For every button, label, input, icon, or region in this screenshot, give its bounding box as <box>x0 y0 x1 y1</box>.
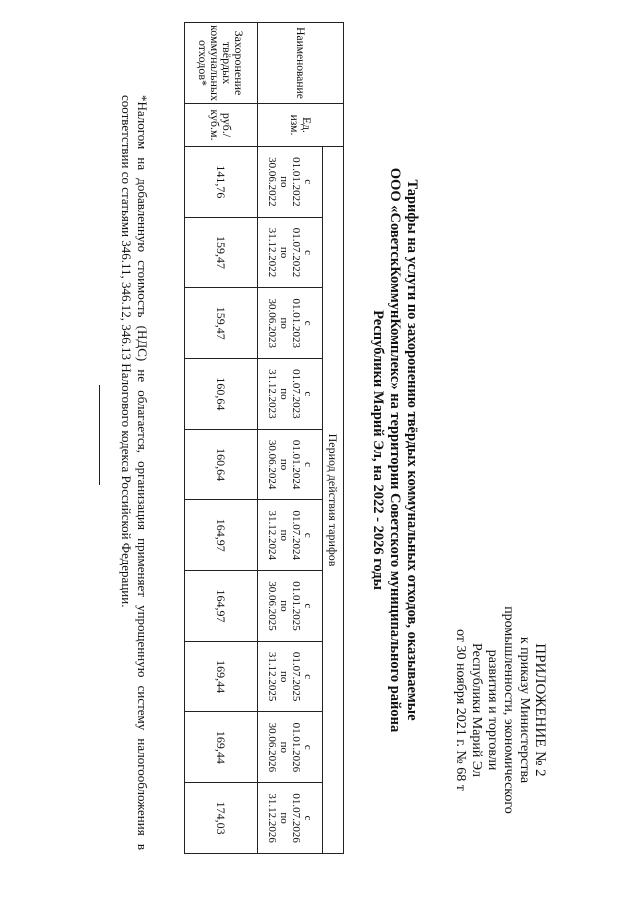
title-line: Тарифы на услуги по захоронению твёрдых коммунальных отходов, оказываемые <box>404 179 420 721</box>
appendix-line: от 30 ноября 2021 г. № 68 т <box>453 629 468 791</box>
footnote: *Налогом на добавленную стоимость (НДС) не облагается, организация применяет упрощенную систему налогообложения в соответствии со статьями 346.11, 346.12, 346.13 Налогового кодекса Российской Федерации. <box>119 95 150 850</box>
period-column-header <box>258 712 323 783</box>
period-from: 01.07.2023 <box>290 369 302 419</box>
period-header: Период действия тарифов <box>323 146 344 853</box>
period-from: 01.01.2022 <box>290 157 302 207</box>
period-to-label: по <box>278 741 290 754</box>
period-column-header <box>258 783 323 854</box>
period-from: 01.07.2022 <box>290 227 302 278</box>
appendix-line: к приказу Министерства <box>517 636 532 784</box>
period-to-label: по <box>278 246 290 259</box>
period-to: 31.12.2024 <box>266 510 278 561</box>
appendix-block <box>452 545 548 875</box>
period-from-label: с <box>302 744 314 750</box>
period-to-label: по <box>278 600 290 612</box>
period-from: 01.07.2025 <box>290 651 302 702</box>
period-to-label: по <box>278 176 290 188</box>
period-to: 30.06.2024 <box>266 439 278 490</box>
tariff-value-cell: 164,97 <box>185 500 258 571</box>
period-from-label: с <box>302 250 314 255</box>
period-to-label: по <box>278 317 290 329</box>
appendix-line: развития и торговли <box>485 649 500 771</box>
period-from: 01.01.2024 <box>290 439 302 490</box>
period-to-label: по <box>278 670 290 683</box>
divider-line <box>99 385 100 485</box>
unit-column-header: Ед. изм. <box>258 103 344 146</box>
title-line: ООО «СоветскКоммунКомплекс» на территории Советского муниципального района <box>387 167 403 733</box>
tariff-table-body <box>185 23 258 854</box>
period-from-label: с <box>302 674 314 680</box>
period-to: 30.06.2022 <box>266 157 278 207</box>
period-to: 30.06.2023 <box>266 298 278 348</box>
appendix-line: промышленности, экономического <box>501 606 516 814</box>
period-column-header <box>258 500 323 571</box>
period-from-label: с <box>302 815 314 821</box>
period-column-header <box>258 571 323 642</box>
period-column-header <box>258 288 323 359</box>
period-to-label: по <box>278 812 290 824</box>
period-column-header <box>258 641 323 712</box>
table-row <box>185 23 258 854</box>
period-from-label: с <box>302 603 314 609</box>
period-to: 31.12.2023 <box>266 369 278 419</box>
period-from: 01.07.2024 <box>290 510 302 561</box>
appendix-title: ПРИЛОЖЕНИЕ № 2 <box>532 643 548 777</box>
period-header-row <box>258 23 323 854</box>
period-to: 31.12.2025 <box>266 651 278 702</box>
document-title <box>369 60 420 840</box>
period-to-label: по <box>278 388 290 400</box>
tariff-value-cell: 174,03 <box>185 783 258 854</box>
tariff-value-cell: 141,76 <box>185 146 258 217</box>
period-to: 31.12.2026 <box>266 793 278 843</box>
period-from-label: с <box>302 320 314 326</box>
tariff-value-cell: 159,47 <box>185 288 258 359</box>
period-column-header <box>258 359 323 430</box>
period-to: 30.06.2025 <box>266 581 278 631</box>
appendix-line: Республики Марий Эл <box>469 643 484 777</box>
period-from-label: с <box>302 532 314 538</box>
period-to-label: по <box>278 458 290 471</box>
tariff-value-cell: 164,97 <box>185 571 258 642</box>
unit-cell: руб./ куб.м. <box>185 103 258 146</box>
tariff-value-cell: 160,64 <box>185 359 258 430</box>
period-column-header <box>258 217 323 288</box>
period-from: 01.07.2026 <box>290 793 302 843</box>
period-from: 01.01.2026 <box>290 722 302 773</box>
period-to: 30.06.2026 <box>266 722 278 773</box>
period-from-label: с <box>302 391 314 397</box>
tariff-table <box>184 22 344 854</box>
tariff-value-cell: 159,47 <box>185 217 258 288</box>
period-column-header <box>258 146 323 217</box>
period-from: 01.01.2023 <box>290 298 302 348</box>
tariff-value-cell: 160,64 <box>185 429 258 500</box>
period-from-label: с <box>302 179 314 185</box>
service-name-cell: Захоронение твёрдых коммунальных отходов* <box>185 23 258 104</box>
period-column-header <box>258 429 323 500</box>
period-from: 01.01.2025 <box>290 581 302 631</box>
period-from-label: с <box>302 462 314 468</box>
period-to: 31.12.2022 <box>266 227 278 278</box>
title-line: Республики Марий Эл, на 2022 - 2026 годы <box>370 310 386 590</box>
tariff-value-cell: 169,44 <box>185 641 258 712</box>
tariff-value-cell: 169,44 <box>185 712 258 783</box>
name-column-header: Наименование <box>258 23 344 104</box>
period-to-label: по <box>278 529 290 541</box>
